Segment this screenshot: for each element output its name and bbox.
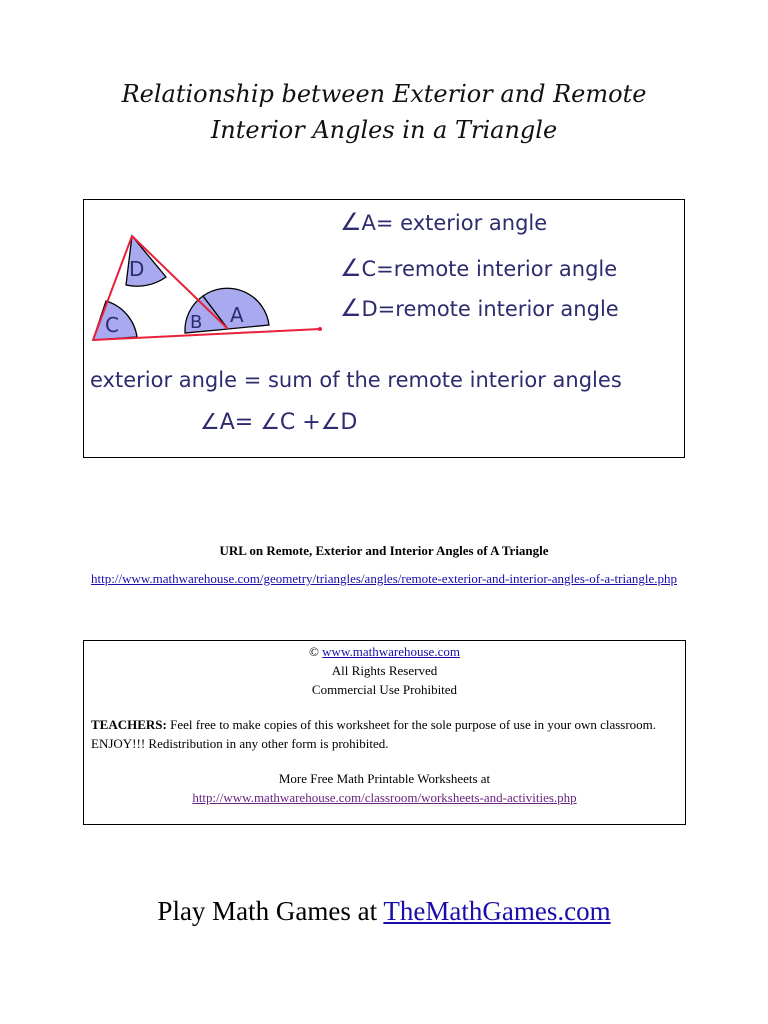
definition-remote-c — [340, 254, 617, 282]
definition-remote-d — [340, 294, 619, 322]
url-link-container — [90, 570, 678, 587]
more-worksheets — [84, 769, 685, 807]
teachers-paragraph — [84, 715, 685, 753]
definition-text: D=remote interior angle — [361, 297, 619, 321]
url-heading: URL on Remote, Exterior and Interior Angles of A Triangle — [219, 543, 549, 558]
title-line-2: Interior Angles in a Triangle — [210, 116, 558, 144]
angle-symbol-icon: ∠ — [340, 294, 362, 322]
angle-symbol-icon: ∠ — [340, 254, 362, 282]
footer-prefix: Play Math Games at — [157, 896, 384, 926]
diagram-box — [83, 199, 685, 458]
page-title — [0, 76, 768, 148]
teachers-text: Feel free to make copies of this worksheet for the sole purpose of use in your own classroom. ENJOY!!! Redistribution in any other form is prohibited. — [91, 717, 657, 751]
equation-text: ∠A= ∠C +∠D — [200, 410, 358, 435]
more-text: More Free Math Printable Worksheets at — [278, 771, 491, 786]
site-link[interactable]: www.mathwarehouse.com — [322, 644, 460, 659]
article-link[interactable]: http://www.mathwarehouse.com/geometry/triangles/angles/remote-exterior-and-interior-angles-of-a-triangle.php — [91, 571, 677, 586]
footer-promo — [0, 896, 768, 927]
rule-text: exterior angle = sum of the remote interior angles — [90, 368, 622, 392]
worksheets-link[interactable]: http://www.mathwarehouse.com/classroom/worksheets-and-activities.php — [192, 790, 577, 805]
label-a: A — [230, 303, 244, 327]
title-line-1: Relationship between Exterior and Remote — [121, 80, 647, 108]
definition-text: A= exterior angle — [361, 211, 548, 235]
copyright-symbol: © — [309, 644, 319, 659]
math-games-link[interactable]: TheMathGames.com — [383, 896, 611, 926]
definition-text: C=remote interior angle — [361, 257, 618, 281]
definition-exterior — [340, 208, 547, 236]
label-b: B — [190, 312, 203, 333]
commercial-text: Commercial Use Prohibited — [311, 682, 458, 697]
info-box — [83, 640, 686, 825]
angle-symbol-icon: ∠ — [340, 208, 362, 236]
extension-end-point — [318, 327, 322, 331]
triangle-diagram — [84, 200, 686, 459]
teachers-label: TEACHERS: — [91, 717, 167, 732]
copyright-line — [84, 642, 685, 661]
label-d: D — [129, 257, 145, 281]
rights-text: All Rights Reserved — [331, 663, 438, 678]
label-c: C — [105, 313, 119, 337]
